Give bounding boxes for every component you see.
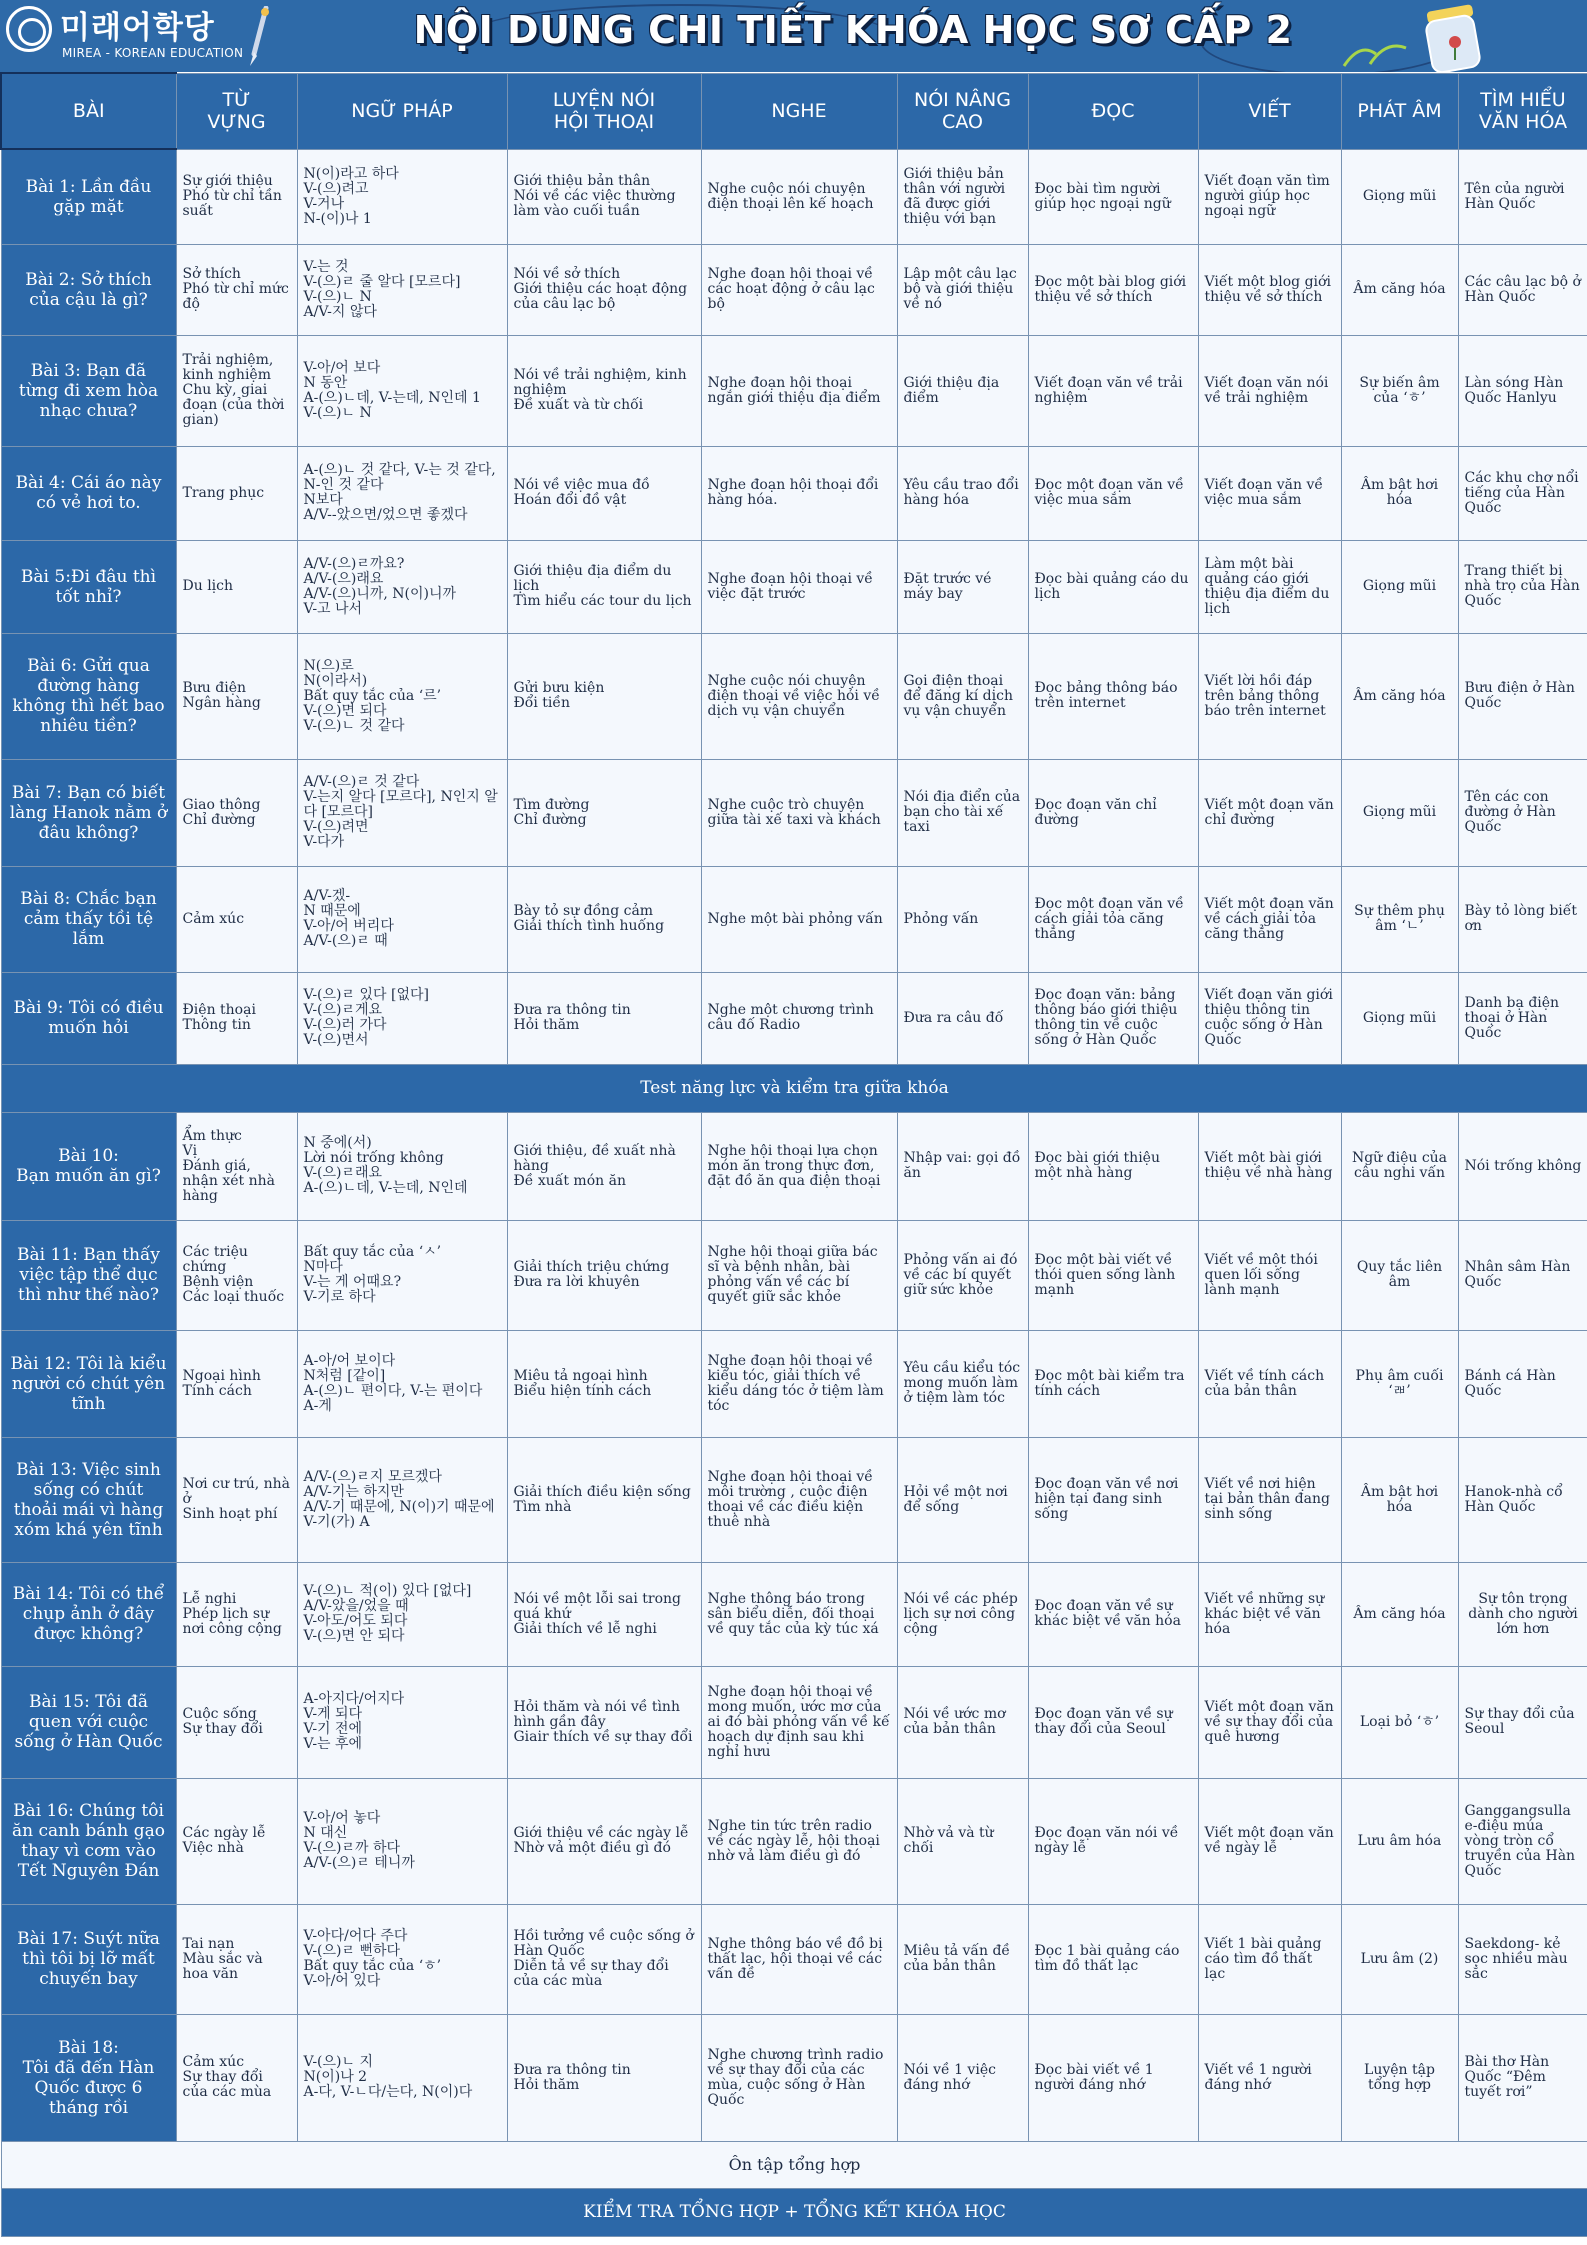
lesson-title: Bài 10: Bạn muốn ăn gì? <box>1 1112 176 1220</box>
final-exam-row <box>1 2188 1587 2236</box>
lesson-culture: Bài thơ Hàn Quốc “Đêm tuyết rơi” <box>1458 2014 1587 2141</box>
lesson-speaking: Giới thiệu bản thân Nói về các việc thường làm vào cuối tuần <box>507 149 701 244</box>
lesson-vocabulary: Tai nạn Màu sắc và hoa văn <box>176 1904 297 2014</box>
lesson-grammar: V-아/어 보다 N 동안 A-(으)ㄴ데, V-는데, N인데 1 V-(으)ㄴ N <box>297 335 507 446</box>
lesson-title: Bài 16: Chúng tôi ăn canh bánh gạo thay vì cơm vào Tết Nguyên Đán <box>1 1778 176 1904</box>
lesson-writing: Viết đoạn văn về việc mua sắm <box>1198 446 1341 540</box>
lesson-vocabulary: Cuộc sống Sự thay đổi <box>176 1666 297 1778</box>
lesson-reading: Đọc đoạn văn nói về ngày lễ <box>1028 1778 1198 1904</box>
lesson-pronunciation: Lưu âm hóa <box>1341 1778 1458 1904</box>
lesson-advanced-speaking: Đưa ra câu đố <box>897 972 1028 1064</box>
lesson-listening: Nghe cuộc nói chuyện điện thoại lên kế hoạch <box>701 149 897 244</box>
lesson-grammar: A/V-(으)ㄹ까요? A/V-(으)래요 A/V-(으)니까, N(이)니까 V-고 나서 <box>297 540 507 633</box>
lesson-culture: Nói trống không <box>1458 1112 1587 1220</box>
lessons-part-1 <box>1 149 1587 1064</box>
midterm-label: Test năng lực và kiểm tra giữa khóa <box>1 1064 1587 1112</box>
lesson-pronunciation: Lưu âm (2) <box>1341 1904 1458 2014</box>
lesson-speaking: Miêu tả ngoại hình Biểu hiện tính cách <box>507 1330 701 1437</box>
lesson-title: Bài 7: Bạn có biết làng Hanok nằm ở đâu không? <box>1 759 176 866</box>
midterm-row <box>1 1064 1587 1112</box>
lesson-pronunciation: Quy tắc liên âm <box>1341 1220 1458 1330</box>
lesson-culture: Nhân sâm Hàn Quốc <box>1458 1220 1587 1330</box>
table-row <box>1 1562 1587 1666</box>
lesson-pronunciation: Phụ âm cuối ‘ㄼ’ <box>1341 1330 1458 1437</box>
course-table-container <box>0 72 1587 2237</box>
lesson-advanced-speaking: Gọi điện thoại để đăng kí dịch vụ vận chuyển <box>897 633 1028 759</box>
table-row <box>1 972 1587 1064</box>
table-row <box>1 866 1587 972</box>
review-label: Ôn tập tổng hợp <box>1 2141 1587 2188</box>
lesson-pronunciation: Giọng mũi <box>1341 759 1458 866</box>
lesson-speaking: Nói về sở thích Giới thiệu các hoạt động của câu lạc bộ <box>507 244 701 335</box>
lesson-title: Bài 8: Chắc bạn cảm thấy tồi tệ lắm <box>1 866 176 972</box>
lesson-listening: Nghe đoạn hội thoại ngắn giới thiệu địa điểm <box>701 335 897 446</box>
lesson-title: Bài 18: Tôi đã đến Hàn Quốc được 6 tháng rồi <box>1 2014 176 2141</box>
lesson-advanced-speaking: Giới thiệu địa điểm <box>897 335 1028 446</box>
lesson-listening: Nghe đoạn hội thoại đổi hàng hóa. <box>701 446 897 540</box>
lesson-speaking: Đưa ra thông tin Hỏi thăm <box>507 972 701 1064</box>
lesson-reading: Đọc một bài blog giới thiệu về sở thích <box>1028 244 1198 335</box>
lesson-listening: Nghe hội thoại giữa bác sĩ và bệnh nhân, bài phỏng vấn về các bí quyết giữ sắc khỏe <box>701 1220 897 1330</box>
lesson-vocabulary: Ẩm thực Vị Đánh giá, nhận xét nhà hàng <box>176 1112 297 1220</box>
logo-korean-text: 미래어학당 <box>60 10 215 46</box>
table-row <box>1 1778 1587 1904</box>
lesson-culture: Danh bạ điện thoại ở Hàn Quốc <box>1458 972 1587 1064</box>
lesson-listening: Nghe chương trình radio về sự thay đổi của các mùa, cuộc sống ở Hàn Quốc <box>701 2014 897 2141</box>
column-header-vocabulary: TỪ VỰNG <box>176 73 297 149</box>
table-row <box>1 759 1587 866</box>
lesson-grammar: N(으)로 N(이라서) Bất quy tắc của ‘르’ V-(으)면 되다 V-(으)ㄴ 것 같다 <box>297 633 507 759</box>
table-row <box>1 2014 1587 2141</box>
lesson-reading: Đọc bài quảng cáo du lịch <box>1028 540 1198 633</box>
lesson-pronunciation: Giọng mũi <box>1341 149 1458 244</box>
table-row <box>1 244 1587 335</box>
lesson-speaking: Tìm đường Chỉ đường <box>507 759 701 866</box>
lesson-speaking: Đưa ra thông tin Hỏi thăm <box>507 2014 701 2141</box>
lesson-listening: Nghe đoạn hội thoại về kiểu tóc, giải thích về kiểu dáng tóc ở tiệm làm tóc <box>701 1330 897 1437</box>
lesson-listening: Nghe tin tức trên radio về các ngày lễ, hội thoại nhờ vả làm điều gì đó <box>701 1778 897 1904</box>
lesson-title: Bài 5:Đi đâu thì tốt nhỉ? <box>1 540 176 633</box>
lesson-advanced-speaking: Lập một câu lạc bộ và giới thiệu về nó <box>897 244 1028 335</box>
lesson-speaking: Hồi tưởng về cuộc sống ở Hàn Quốc Diễn tả về sự thay đổi của các mùa <box>507 1904 701 2014</box>
lesson-grammar: A-(으)ㄴ 것 같다, V-는 것 같다, N-인 것 같다 N보다 A/V--았으면/었으면 좋겠다 <box>297 446 507 540</box>
lesson-vocabulary: Bưu điện Ngân hàng <box>176 633 297 759</box>
lesson-reading: Đọc bài tìm người giúp học ngoại ngữ <box>1028 149 1198 244</box>
brand-logo <box>6 4 246 64</box>
lesson-writing: Viết một bài giới thiệu về nhà hàng <box>1198 1112 1341 1220</box>
lesson-pronunciation: Âm căng hóa <box>1341 1562 1458 1666</box>
lesson-pronunciation: Luyện tập tổng hợp <box>1341 2014 1458 2141</box>
lesson-grammar: V-(으)ㄹ 있다 [없다] V-(으)ㄹ게요 V-(으)러 가다 V-(으)면서 <box>297 972 507 1064</box>
lesson-vocabulary: Các triệu chứng Bệnh viện Các loại thuốc <box>176 1220 297 1330</box>
lesson-writing: Viết một đoạn văn về cách giải tỏa căng thẳng <box>1198 866 1341 972</box>
lesson-listening: Nghe đoạn hội thoại về mong muốn, ước mơ của ai đó bài phỏng vấn về kế hoạch dự định sau khi nghỉ hưu <box>701 1666 897 1778</box>
lesson-advanced-speaking: Nói về 1 việc đáng nhớ <box>897 2014 1028 2141</box>
lesson-writing: Viết 1 bài quảng cáo tìm đồ thất lạc <box>1198 1904 1341 2014</box>
closing-section <box>1 2141 1587 2236</box>
lesson-title: Bài 13: Việc sinh sống có chút thoải mái vì hàng xóm khá yên tĩnh <box>1 1437 176 1562</box>
column-header-reading: ĐỌC <box>1028 73 1198 149</box>
lesson-title: Bài 2: Sở thích của cậu là gì? <box>1 244 176 335</box>
table-header-row <box>1 73 1587 149</box>
table-row <box>1 1904 1587 2014</box>
lesson-vocabulary: Lễ nghi Phép lịch sự nơi công cộng <box>176 1562 297 1666</box>
lesson-grammar: V-(으)ㄴ 적(이) 있다 [없다] A/V-았을/었을 때 V-아도/어도 되다 V-(으)면 안 되다 <box>297 1562 507 1666</box>
column-header-culture: TÌM HIỂU VĂN HÓA <box>1458 73 1587 149</box>
review-row <box>1 2141 1587 2188</box>
lesson-writing: Viết đoạn văn nói về trải nghiệm <box>1198 335 1341 446</box>
lesson-vocabulary: Du lịch <box>176 540 297 633</box>
lesson-pronunciation: Ngữ điệu của câu nghi vấn <box>1341 1112 1458 1220</box>
lesson-vocabulary: Nơi cư trú, nhà ở Sinh hoạt phí <box>176 1437 297 1562</box>
lesson-vocabulary: Trang phục <box>176 446 297 540</box>
lesson-vocabulary: Trải nghiệm, kinh nghiệm Chu kỳ, giai đoạn (của thời gian) <box>176 335 297 446</box>
lesson-listening: Nghe thông báo trong sân biểu diễn, đối thoại về quy tắc của kỳ túc xá <box>701 1562 897 1666</box>
lesson-pronunciation: Âm căng hóa <box>1341 244 1458 335</box>
lesson-culture: Sự tôn trọng dành cho người lớn hơn <box>1458 1562 1587 1666</box>
table-row <box>1 1666 1587 1778</box>
lesson-speaking: Bày tỏ sự đồng cảm Giải thích tình huống <box>507 866 701 972</box>
lesson-advanced-speaking: Hỏi về một nơi để sống <box>897 1437 1028 1562</box>
lesson-culture: Hanok-nhà cổ Hàn Quốc <box>1458 1437 1587 1562</box>
lesson-listening: Nghe một bài phỏng vấn <box>701 866 897 972</box>
lesson-culture: Saekdong- kẻ sọc nhiều màu sắc <box>1458 1904 1587 2014</box>
table-row <box>1 633 1587 759</box>
lesson-grammar: A-아지다/어지다 V-게 되다 V-기 전에 V-는 후에 <box>297 1666 507 1778</box>
midterm-section <box>1 1064 1587 1112</box>
lesson-listening: Nghe cuộc trò chuyện giữa tài xế taxi và khách <box>701 759 897 866</box>
logo-mark-icon <box>6 6 52 52</box>
table-row <box>1 540 1587 633</box>
page-title: NỘI DUNG CHI TIẾT KHÓA HỌC SƠ CẤP 2 <box>413 8 1293 52</box>
lesson-reading: Đọc 1 bài quảng cáo tìm đồ thất lạc <box>1028 1904 1198 2014</box>
lesson-advanced-speaking: Nói về ước mơ của bản thân <box>897 1666 1028 1778</box>
lesson-pronunciation: Giọng mũi <box>1341 972 1458 1064</box>
lesson-culture: Sự thay đổi của Seoul <box>1458 1666 1587 1778</box>
lesson-listening: Nghe cuộc nói chuyện điện thoại về việc hỏi về dịch vụ vận chuyển <box>701 633 897 759</box>
lesson-speaking: Nói về một lỗi sai trong quá khứ Giải thích về lễ nghi <box>507 1562 701 1666</box>
lesson-advanced-speaking: Yêu cầu trao đổi hàng hóa <box>897 446 1028 540</box>
lesson-vocabulary: Các ngày lễ Việc nhà <box>176 1778 297 1904</box>
lesson-writing: Viết một blog giới thiệu về sở thích <box>1198 244 1341 335</box>
lesson-culture: Bánh cá Hàn Quốc <box>1458 1330 1587 1437</box>
lesson-grammar: A/V-(으)ㄹ 것 같다 V-는지 알다 [모르다], N인지 알다 [모르다] V-(으)려면 V-다가 <box>297 759 507 866</box>
lesson-advanced-speaking: Giới thiệu bản thân với người đã được giới thiệu với bạn <box>897 149 1028 244</box>
lesson-speaking: Giới thiệu địa điểm du lịch Tìm hiểu các tour du lịch <box>507 540 701 633</box>
lesson-listening: Nghe thông báo về đồ bị thất lạc, hội thoại về các vấn đề <box>701 1904 897 2014</box>
lesson-culture: Các khu chợ nổi tiếng của Hàn Quốc <box>1458 446 1587 540</box>
lesson-pronunciation: Âm bật hơi hóa <box>1341 1437 1458 1562</box>
lesson-writing: Viết về nơi hiện tại bản thân đang sinh sống <box>1198 1437 1341 1562</box>
lesson-writing: Viết một đoạn văn về ngày lễ <box>1198 1778 1341 1904</box>
paintbrush-icon <box>248 6 270 68</box>
jar-icon <box>1415 2 1491 72</box>
lesson-speaking: Nói về trải nghiệm, kinh nghiệm Đề xuất và từ chối <box>507 335 701 446</box>
lesson-speaking: Gửi bưu kiện Đổi tiền <box>507 633 701 759</box>
lesson-listening: Nghe hội thoại lựa chọn món ăn trong thực đơn, đặt đồ ăn qua điện thoại <box>701 1112 897 1220</box>
lesson-title: Bài 3: Bạn đã từng đi xem hòa nhạc chưa? <box>1 335 176 446</box>
lesson-reading: Đọc một bài kiểm tra tính cách <box>1028 1330 1198 1437</box>
lesson-speaking: Nói về việc mua đồ Hoán đổi đồ vật <box>507 446 701 540</box>
lesson-reading: Đọc đoạn văn về sự thay đổi của Seoul <box>1028 1666 1198 1778</box>
logo-english-text: MIREA - KOREAN EDUCATION <box>62 46 244 60</box>
lesson-culture: Các câu lạc bộ ở Hàn Quốc <box>1458 244 1587 335</box>
lesson-vocabulary: Sự giới thiệu Phó từ chỉ tần suất <box>176 149 297 244</box>
lesson-speaking: Giải thích triệu chứng Đưa ra lời khuyên <box>507 1220 701 1330</box>
lesson-grammar: A-아/어 보이다 N처럼 [같이] A-(으)ㄴ 편이다, V-는 편이다 A-게 <box>297 1330 507 1437</box>
lesson-grammar: N 중에(서) Lời nói trống không V-(으)ㄹ래요 A-(으)ㄴ데, V-는데, N인데 <box>297 1112 507 1220</box>
lesson-reading: Đọc bài giới thiệu một nhà hàng <box>1028 1112 1198 1220</box>
lesson-reading: Đọc đoạn văn: bảng thông báo giới thiệu thông tin về cuộc sống ở Hàn Quốc <box>1028 972 1198 1064</box>
table-row <box>1 1437 1587 1562</box>
lesson-pronunciation: Sự biến âm của ‘ㅎ’ <box>1341 335 1458 446</box>
lesson-culture: Bày tỏ lòng biết ơn <box>1458 866 1587 972</box>
lesson-grammar: V-(으)ㄴ 지 N(이)나 2 A-다, V-ㄴ다/는다, N(이)다 <box>297 2014 507 2141</box>
lesson-listening: Nghe đoạn hội thoại về việc đặt trước <box>701 540 897 633</box>
lesson-title: Bài 1: Lần đầu gặp mặt <box>1 149 176 244</box>
final-exam-label: KIỂM TRA TỔNG HỢP + TỔNG KẾT KHÓA HỌC <box>1 2188 1587 2236</box>
lesson-advanced-speaking: Phỏng vấn ai đó về các bí quyết giữ sức khỏe <box>897 1220 1028 1330</box>
lesson-vocabulary: Cảm xúc <box>176 866 297 972</box>
lesson-reading: Đọc đoạn văn về sự khác biệt về văn hóa <box>1028 1562 1198 1666</box>
lesson-advanced-speaking: Nói địa điển của bạn cho tài xế taxi <box>897 759 1028 866</box>
lesson-culture: Tên của người Hàn Quốc <box>1458 149 1587 244</box>
table-row <box>1 1112 1587 1220</box>
lesson-pronunciation: Âm căng hóa <box>1341 633 1458 759</box>
lesson-advanced-speaking: Miêu tả vấn đề của bản thân <box>897 1904 1028 2014</box>
lesson-speaking: Hỏi thăm và nói về tình hình gần đây Giair thích về sự thay đổi <box>507 1666 701 1778</box>
lesson-vocabulary: Ngoại hình Tính cách <box>176 1330 297 1437</box>
lesson-advanced-speaking: Phỏng vấn <box>897 866 1028 972</box>
table-row <box>1 1220 1587 1330</box>
lesson-vocabulary: Điện thoại Thông tin <box>176 972 297 1064</box>
lesson-culture: Trang thiết bị nhà trọ của Hàn Quốc <box>1458 540 1587 633</box>
lesson-advanced-speaking: Đặt trước vé máy bay <box>897 540 1028 633</box>
lesson-pronunciation: Giọng mũi <box>1341 540 1458 633</box>
lesson-grammar: V-아/어 놓다 N 대신 V-(으)ㄹ까 하다 A/V-(으)ㄹ 테니까 <box>297 1778 507 1904</box>
lesson-title: Bài 11: Bạn thấy việc tập thể dục thì như thế nào? <box>1 1220 176 1330</box>
lesson-writing: Viết một đoạn văn chỉ đường <box>1198 759 1341 866</box>
column-header-writing: VIẾT <box>1198 73 1341 149</box>
course-content-table <box>0 72 1587 2237</box>
page-header <box>0 0 1587 72</box>
lesson-writing: Viết về một thói quen lối sống lành mạnh <box>1198 1220 1341 1330</box>
lesson-title: Bài 6: Gửi qua đường hàng không thì hết bao nhiêu tiền? <box>1 633 176 759</box>
lesson-grammar: A/V-(으)ㄹ지 모르겠다 A/V-기는 하지만 A/V-기 때문에, N(이)기 때문에 V-기(가) A <box>297 1437 507 1562</box>
lesson-pronunciation: Sự thêm phụ âm ‘ㄴ’ <box>1341 866 1458 972</box>
lesson-culture: Tên các con đường ở Hàn Quốc <box>1458 759 1587 866</box>
lesson-title: Bài 14: Tôi có thể chụp ảnh ở đây được không? <box>1 1562 176 1666</box>
lesson-title: Bài 4: Cái áo này có vẻ hơi to. <box>1 446 176 540</box>
lesson-pronunciation: Loại bỏ ‘ㅎ’ <box>1341 1666 1458 1778</box>
column-header-advanced-speaking: NÓI NÂNG CAO <box>897 73 1028 149</box>
lesson-reading: Đọc đoạn văn về nơi hiện tại đang sinh sống <box>1028 1437 1198 1562</box>
lesson-speaking: Giới thiệu, đề xuất nhà hàng Đề xuất món ăn <box>507 1112 701 1220</box>
lesson-writing: Làm một bài quảng cáo giới thiệu địa điểm du lịch <box>1198 540 1341 633</box>
lesson-reading: Đọc bảng thông báo trên internet <box>1028 633 1198 759</box>
lesson-reading: Đọc một đoạn văn về cách giải tỏa căng thẳng <box>1028 866 1198 972</box>
lesson-advanced-speaking: Nhờ vả và từ chối <box>897 1778 1028 1904</box>
lesson-advanced-speaking: Nói về các phép lịch sự nơi công cộng <box>897 1562 1028 1666</box>
lesson-reading: Đọc một đoạn văn về việc mua sắm <box>1028 446 1198 540</box>
lesson-grammar: N(이)라고 하다 V-(으)려고 V-거나 N-(이)나 1 <box>297 149 507 244</box>
column-header-lesson: BÀI <box>1 73 176 149</box>
lesson-speaking: Giải thích điều kiện sống Tìm nhà <box>507 1437 701 1562</box>
lesson-writing: Viết đoạn văn giới thiệu thông tin cuộc sống ở Hàn Quốc <box>1198 972 1341 1064</box>
lesson-listening: Nghe đoạn hội thoại về các hoạt động ở câu lạc bộ <box>701 244 897 335</box>
lesson-vocabulary: Cảm xúc Sự thay đổi của các mùa <box>176 2014 297 2141</box>
column-header-grammar: NGỮ PHÁP <box>297 73 507 149</box>
lesson-reading: Đọc bài viết về 1 người đáng nhớ <box>1028 2014 1198 2141</box>
lesson-writing: Viết đoạn văn tìm người giúp học ngoại ngữ <box>1198 149 1341 244</box>
lesson-grammar: V-는 것 V-(으)ㄹ 줄 알다 [모르다] V-(으)ㄴ N A/V-지 않다 <box>297 244 507 335</box>
column-header-speaking: LUYỆN NÓI HỘI THOẠI <box>507 73 701 149</box>
lesson-culture: Làn sóng Hàn Quốc Hanlyu <box>1458 335 1587 446</box>
lesson-title: Bài 17: Suýt nữa thì tôi bị lỡ mất chuyến bay <box>1 1904 176 2014</box>
lesson-vocabulary: Giao thông Chỉ đường <box>176 759 297 866</box>
lesson-reading: Viết đoạn văn về trải nghiệm <box>1028 335 1198 446</box>
lesson-writing: Viết một đoạn văn về sự thay đổi của quê hương <box>1198 1666 1341 1778</box>
lesson-title: Bài 15: Tôi đã quen với cuộc sống ở Hàn Quốc <box>1 1666 176 1778</box>
lesson-listening: Nghe một chương trình câu đố Radio <box>701 972 897 1064</box>
lesson-title: Bài 9: Tôi có điều muốn hỏi <box>1 972 176 1064</box>
lesson-grammar: A/V-겠- N 때문에 V-아/어 버리다 A/V-(으)ㄹ 때 <box>297 866 507 972</box>
lessons-part-2 <box>1 1112 1587 2141</box>
lesson-speaking: Giới thiệu về các ngày lễ Nhờ vả một điều gì đó <box>507 1778 701 1904</box>
lesson-grammar: Bất quy tắc của ‘ㅅ’ N마다 V-는 게 어때요? V-기로 하다 <box>297 1220 507 1330</box>
lesson-reading: Đọc một bài viết về thói quen sống lành mạnh <box>1028 1220 1198 1330</box>
table-row <box>1 446 1587 540</box>
lesson-advanced-speaking: Nhập vai: gọi đồ ăn <box>897 1112 1028 1220</box>
column-header-pronunciation: PHÁT ÂM <box>1341 73 1458 149</box>
lesson-listening: Nghe đoạn hội thoại về môi trường , cuộc điện thoại về các điều kiện thuê nhà <box>701 1437 897 1562</box>
lesson-writing: Viết về tính cách của bản thân <box>1198 1330 1341 1437</box>
column-header-listening: NGHE <box>701 73 897 149</box>
table-row <box>1 149 1587 244</box>
table-row <box>1 335 1587 446</box>
table-row <box>1 1330 1587 1437</box>
lesson-writing: Viết lời hồi đáp trên bảng thông báo trên internet <box>1198 633 1341 759</box>
lesson-writing: Viết về những sự khác biệt về văn hóa <box>1198 1562 1341 1666</box>
lesson-pronunciation: Âm bật hơi hóa <box>1341 446 1458 540</box>
lesson-writing: Viết về 1 người đáng nhớ <box>1198 2014 1341 2141</box>
lesson-reading: Đọc đoạn văn chỉ đường <box>1028 759 1198 866</box>
lesson-vocabulary: Sở thích Phó từ chỉ mức độ <box>176 244 297 335</box>
lesson-culture: Bưu điện ở Hàn Quốc <box>1458 633 1587 759</box>
lesson-culture: Ganggangsulla e-điệu múa vòng tròn cổ truyền của Hàn Quốc <box>1458 1778 1587 1904</box>
lesson-title: Bài 12: Tôi là kiểu người có chút yên tĩnh <box>1 1330 176 1437</box>
lesson-grammar: V-아다/어다 주다 V-(으)ㄹ 뻔하다 Bất quy tắc của ‘ㅎ’ V-아/어 있다 <box>297 1904 507 2014</box>
lesson-advanced-speaking: Yêu cầu kiểu tóc mong muốn làm ở tiệm làm tóc <box>897 1330 1028 1437</box>
decorative-lines-icon <box>1340 34 1410 70</box>
